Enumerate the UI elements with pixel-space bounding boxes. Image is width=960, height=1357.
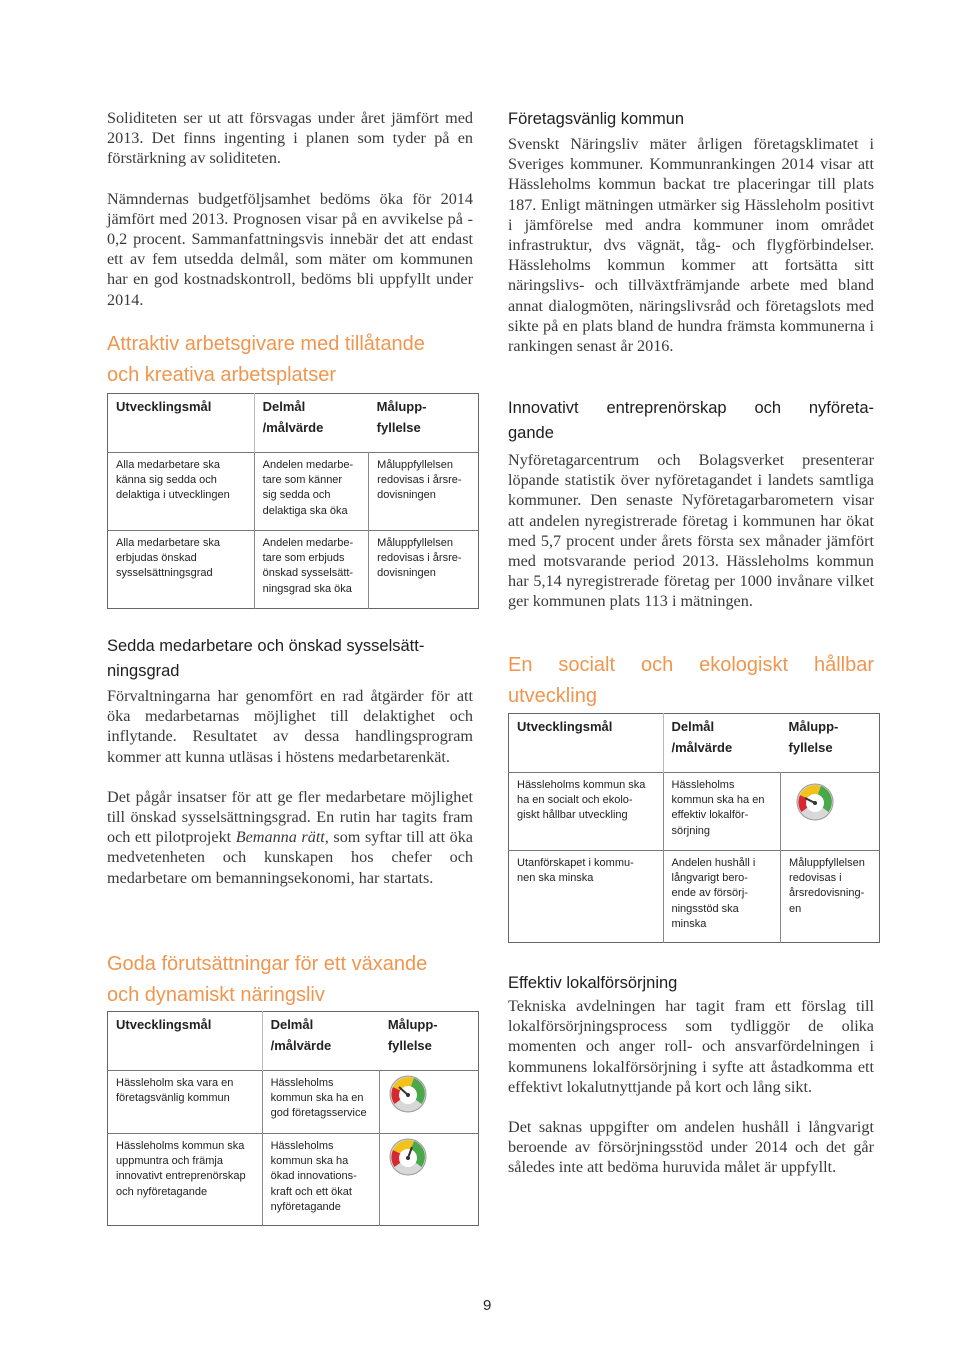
- column-header-goal: Utvecklingsmål: [108, 1012, 263, 1071]
- column-header-fulfilment: [369, 394, 479, 453]
- goal-cell: [108, 1071, 263, 1134]
- cell-line: Andelen medarbe-: [262, 459, 354, 471]
- subheading-innovative: [508, 396, 874, 446]
- goal-cell: [108, 531, 255, 609]
- column-header-subgoal: [254, 394, 369, 453]
- cell-line: Måluppfyllelsen: [377, 459, 453, 471]
- cell-line: redovisas i årsre-: [377, 474, 462, 487]
- left-column-text-top: [107, 108, 473, 310]
- cell-line: god företagsservice: [270, 1107, 367, 1120]
- heading-line: och kreativa arbetsplatser: [107, 364, 337, 386]
- header-line: /målvärde: [262, 420, 324, 435]
- subheading-line: gande: [508, 424, 554, 442]
- cell-line: och nyföretagande: [116, 1185, 208, 1198]
- paragraph: Soliditeten ser ut att försvagas under året jämfört med 2013. Det finns ingenting i planen som tyder på en förstärkning av soliditeten.: [107, 109, 473, 168]
- cell-line: sysselsättningsgrad: [116, 567, 213, 580]
- cell-line: Hässleholms: [270, 1077, 334, 1089]
- paragraph: [107, 787, 473, 888]
- cell-line: en: [789, 902, 802, 915]
- cell-line: Utanförskapet i kommu-: [517, 857, 634, 869]
- right-column-text-middle: [508, 450, 874, 612]
- table-header-row: [108, 1012, 479, 1071]
- header-line: Delmål: [270, 1017, 314, 1032]
- subgoal-cell: [254, 531, 369, 609]
- column-header-fulfilment: [380, 1012, 479, 1071]
- goal-cell: [509, 851, 664, 943]
- heading-line: Goda förutsättningar för ett växande: [107, 953, 428, 975]
- cell-line: tare som erbjuds: [262, 552, 345, 565]
- table-row: [108, 531, 479, 609]
- cell-line: ningsstöd ska: [671, 902, 739, 915]
- text-run: Det pågår insatser för att ge fler medarbetare möjlighet till önskad sysselsättningsgrad. En rutin har tagits fram och ett pilotprojekt: [107, 787, 473, 847]
- gauge-icon: [795, 782, 835, 822]
- subheading-line: Sedda medarbetare och önskad sysselsätt-: [107, 637, 425, 655]
- cell-line: minska: [671, 917, 707, 930]
- cell-line: Hässleholms kommun ska: [116, 1140, 245, 1152]
- cell-line: önskad sysselsätt-: [262, 567, 354, 580]
- goals-table-employer: [107, 393, 479, 609]
- subheading-line: Innovativt entreprenörskap och nyföreta-: [508, 399, 874, 417]
- subheading-line: Effektiv lokalförsörjning: [508, 974, 678, 992]
- goals-table-sustainable: [508, 713, 880, 943]
- cell-line: Måluppfyllelsen: [377, 537, 453, 549]
- subheading-seen-employees: [107, 634, 487, 684]
- header-line: fyllelse: [788, 740, 833, 755]
- header-line: Målupp-: [376, 399, 427, 414]
- cell-line: Andelen medarbe-: [262, 537, 354, 549]
- column-header-subgoal: [262, 1012, 380, 1071]
- table-row: [509, 773, 880, 851]
- goals-table-business: [107, 1011, 479, 1226]
- subgoal-cell: [663, 773, 781, 851]
- header-line: Delmål: [262, 399, 306, 414]
- header-line: fyllelse: [387, 1038, 432, 1053]
- cell-line: innovativt entreprenörskap: [116, 1170, 246, 1183]
- cell-line: giskt hållbar utveckling: [517, 809, 628, 822]
- subgoal-cell: [254, 453, 369, 531]
- cell-line: Hässleholms: [270, 1140, 334, 1152]
- cell-line: ha en socialt och ekolo-: [517, 794, 633, 807]
- heading-line: och dynamiskt näringsliv: [107, 984, 325, 1006]
- goal-cell: [509, 773, 664, 851]
- column-header-goal: Utvecklingsmål: [108, 394, 255, 453]
- fulfilment-cell: [781, 773, 880, 851]
- cell-line: redovisas i årsre-: [377, 552, 462, 565]
- heading-line: utveckling: [508, 685, 597, 707]
- cell-line: ende av försörj-: [671, 887, 748, 900]
- subgoal-cell: [262, 1134, 380, 1226]
- column-header-goal: Utvecklingsmål: [509, 714, 664, 773]
- subheading-line: ningsgrad: [107, 662, 180, 680]
- table-row: [509, 851, 880, 943]
- text-run: som syftar till att öka medvetenheten och kunskapen hos chefer och medarbetare om bemanningsekonomi, har startats.: [107, 828, 473, 887]
- goal-cell: [108, 453, 255, 531]
- cell-line: sörjning: [671, 824, 711, 837]
- header-line: /målvärde: [270, 1038, 332, 1053]
- header-line: Målupp-: [387, 1017, 438, 1032]
- cell-line: Hässleholms kommun ska: [517, 779, 646, 791]
- table-header-row: [509, 714, 880, 773]
- fulfilment-cell: [380, 1134, 479, 1226]
- paragraph: Nyföretagarcentrum och Bolagsverket presenterar löpande statistik över nyföretagandet i landets samtliga kommuner. Den senaste Nyföretagarbarometern visar att andelen nyregistrerade företag i kommunen har ökat med 5,7 procent under årets första sex månader jämfört med motsvarande period 2013. Hässleholms kommun har 5,14 nyregistrerade företag per 1000 invånare vilket ger kommunen plats 113 i mätningen.: [508, 451, 874, 611]
- cell-line: tare som känner: [262, 474, 343, 487]
- cell-line: kommun ska ha: [270, 1155, 349, 1168]
- right-column-text-top: [508, 134, 874, 356]
- paragraph: Det saknas uppgifter om andelen hushåll i långvarigt beroende av försörjningsstöd under 2014 och det går således inte att bedöma huruvida målet är uppfyllt.: [508, 1118, 874, 1177]
- header-line: fyllelse: [376, 420, 421, 435]
- cell-line: sig sedda och: [262, 489, 331, 502]
- table-row: [108, 453, 479, 531]
- cell-line: delaktiga i utvecklingen: [116, 489, 230, 502]
- cell-line: ningsgrad ska öka: [262, 582, 352, 595]
- cell-line: nen ska minska: [517, 872, 594, 885]
- cell-line: erbjudas önskad: [116, 552, 197, 565]
- fulfilment-cell: [369, 531, 479, 609]
- project-name: Bemanna rätt,: [235, 828, 329, 847]
- fulfilment-cell: [380, 1071, 479, 1134]
- subgoal-cell: [262, 1071, 380, 1134]
- goal-cell: [108, 1134, 263, 1226]
- cell-line: Hässleholm ska vara en: [116, 1077, 234, 1089]
- cell-line: nyföretagande: [270, 1200, 341, 1213]
- cell-line: kommun ska ha en: [270, 1092, 364, 1105]
- cell-line: delaktiga ska öka: [262, 504, 348, 517]
- subheading-premises: [508, 972, 888, 994]
- section-heading-attractive-employer: [107, 329, 507, 391]
- table-row: [108, 1071, 479, 1134]
- cell-line: effektiv lokalför-: [671, 809, 749, 822]
- fulfilment-cell: [369, 453, 479, 531]
- cell-line: dovisningen: [377, 567, 436, 580]
- cell-line: uppmuntra och främja: [116, 1155, 223, 1168]
- cell-line: Måluppfyllelsen: [789, 857, 865, 869]
- heading-line: En socialt och ekologiskt hållbar: [508, 654, 874, 676]
- cell-line: ökad innovations-: [270, 1170, 357, 1183]
- cell-line: kommun ska ha en: [671, 794, 765, 807]
- section-heading-business: [107, 949, 507, 1011]
- heading-line: Attraktiv arbetsgivare med tillåtande: [107, 333, 425, 355]
- subheading-business-friendly: [508, 108, 888, 130]
- section-heading-sustainable: [508, 650, 874, 712]
- right-column-text-bottom: [508, 996, 874, 1178]
- cell-line: Alla medarbetare ska: [116, 537, 220, 549]
- cell-line: Alla medarbetare ska: [116, 459, 220, 471]
- subgoal-cell: [663, 851, 781, 943]
- cell-line: Andelen hushåll i: [671, 857, 756, 869]
- paragraph: Nämndernas budgetföljsamhet bedöms öka för 2014 jämfört med 2013. Prognosen visar på en avvikelse på - 0,2 procent. Sammanfattningsvis innebär det att endast ett av fem utsedda delmål, som mäter om kommunen har en god kostnadskontroll, bedöms bli uppfyllt under 2014.: [107, 189, 473, 309]
- left-column-text-middle: [107, 686, 473, 888]
- cell-line: kraft och ett ökat: [270, 1185, 352, 1198]
- table-header-row: [108, 394, 479, 453]
- paragraph: Tekniska avdelningen har tagit fram ett förslag till lokalförsörjningsprocess som tydliggör de olika momenten och anger roll- och ansvarfördelningen i kommunens lokalförsörjning i syfte att åstadkomma ett effektivt lokalutnyttjande på kort och lång sikt.: [508, 997, 874, 1096]
- cell-line: årsredovisning-: [789, 887, 865, 900]
- page-number: 9: [483, 1297, 492, 1314]
- gauge-icon: [388, 1074, 428, 1114]
- header-line: Delmål: [671, 719, 715, 734]
- column-header-subgoal: [663, 714, 781, 773]
- cell-line: långvarigt bero-: [671, 872, 748, 885]
- cell-line: företagsvänlig kommun: [116, 1092, 230, 1105]
- header-line: Målupp-: [788, 719, 839, 734]
- subheading-line: Företagsvänlig kommun: [508, 110, 685, 128]
- cell-line: Hässleholms: [671, 779, 735, 791]
- gauge-icon: [388, 1137, 428, 1177]
- paragraph: Förvaltningarna har genomfört en rad åtgärder för att öka medarbetarnas möjlighet till delaktighet och inflytande. Resultatet av dessa handlingsprogram kommer att kunna utläsas i höstens medarbetarenkät.: [107, 687, 473, 766]
- paragraph: Svenskt Näringsliv mäter årligen företagsklimatet i Sveriges kommuner. Kommunrankingen 2014 visar att Hässleholms kommun backat tre placeringar till plats 187. Enligt mätningen utmärker sig Hässleholm positivt i jämförelse med andra kommuner inom området infrastruktur, dvs vägnät, tåg- och flygförbindelser. Hässleholms kommun kommer att fortsätta sitt näringslivs- och tillväxtfrämjande arbete med bland annat dialogmöten, näringslivsråd och företagslots med sikte på en plats bland de hundra främsta kommunerna i rankingen senast år 2016.: [508, 135, 874, 356]
- table-row: [108, 1134, 479, 1226]
- column-header-fulfilment: [781, 714, 880, 773]
- cell-line: känna sig sedda och: [116, 474, 217, 487]
- cell-line: redovisas i: [789, 872, 842, 885]
- cell-line: dovisningen: [377, 489, 436, 502]
- header-line: /målvärde: [671, 740, 733, 755]
- fulfilment-cell: [781, 851, 880, 943]
